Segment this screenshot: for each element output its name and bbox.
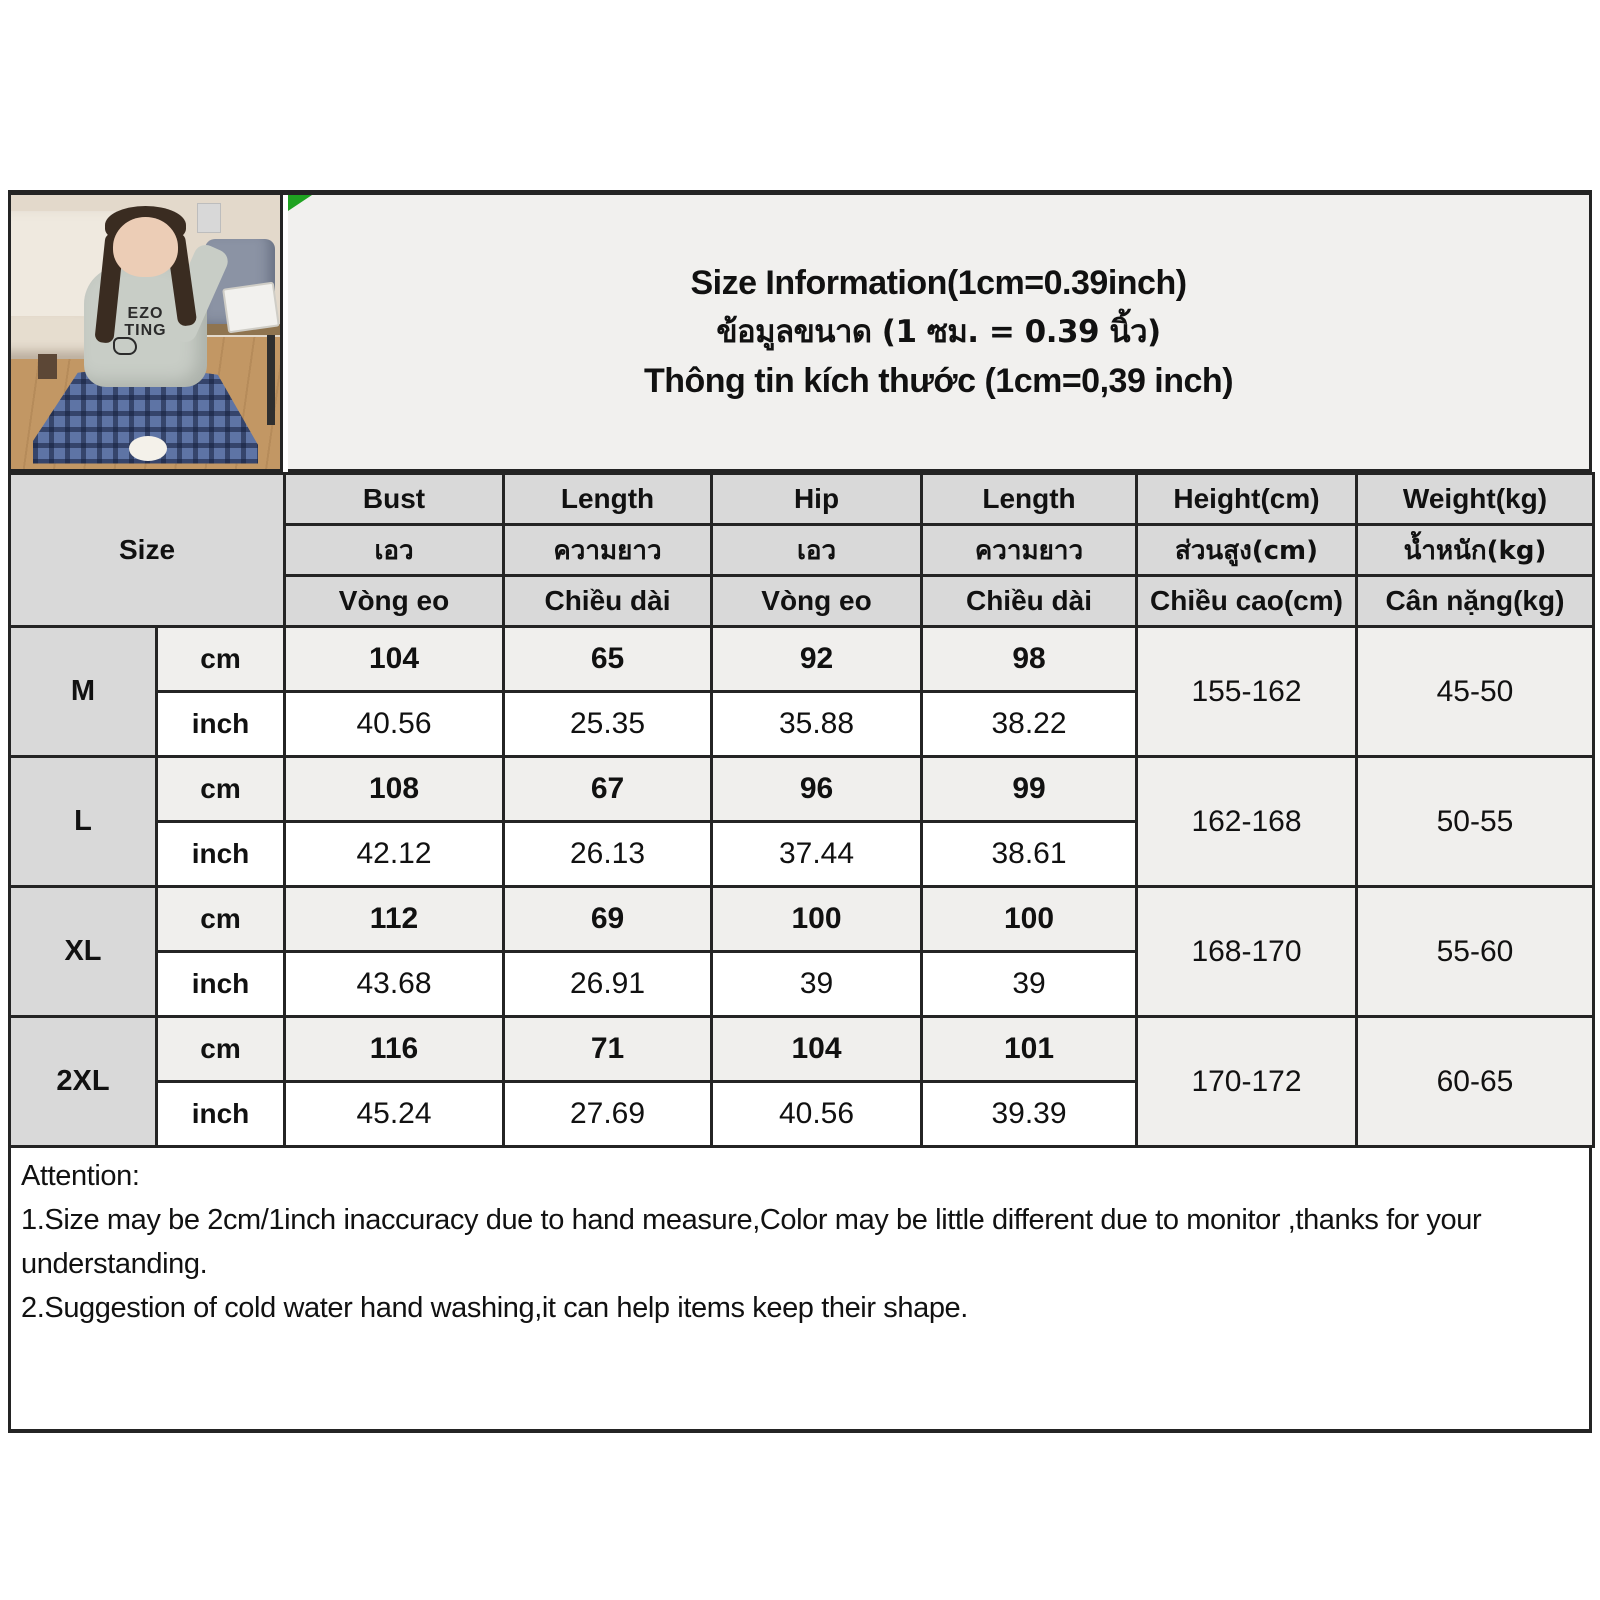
col-header-length-vi: Chiều dài <box>504 576 712 627</box>
unit-inch: inch <box>157 692 285 757</box>
row-2xl-cm <box>10 1017 1594 1082</box>
photo-wall-switch <box>197 203 221 232</box>
product-photo <box>8 195 283 472</box>
cell-l-bust-inch: 42.12 <box>285 822 504 887</box>
cell-2xl-length2-inch: 39.39 <box>922 1082 1137 1147</box>
col-header-length2-th: ความยาว <box>922 525 1137 576</box>
cell-2xl-bust-inch: 45.24 <box>285 1082 504 1147</box>
cell-l-bust-cm: 108 <box>285 757 504 822</box>
cell-l-hip-cm: 96 <box>712 757 922 822</box>
cell-xl-weight: 55-60 <box>1357 887 1594 1017</box>
shirt-print-line2: TING <box>124 321 167 339</box>
cell-m-weight: 45-50 <box>1357 627 1594 757</box>
photo-shirt-bunny-graphic <box>113 337 137 355</box>
size-header-cell: Size <box>10 474 285 627</box>
cell-2xl-weight: 60-65 <box>1357 1017 1594 1147</box>
cell-m-length2-inch: 38.22 <box>922 692 1137 757</box>
cell-l-length-cm: 67 <box>504 757 712 822</box>
photo-model-sock <box>129 436 167 461</box>
cell-m-length2-cm: 98 <box>922 627 1137 692</box>
photo-desk-leg <box>267 335 275 425</box>
cell-m-hip-cm: 92 <box>712 627 922 692</box>
cell-m-hip-inch: 35.88 <box>712 692 922 757</box>
col-header-hip-th: เอว <box>712 525 922 576</box>
unit-cm: cm <box>157 627 285 692</box>
attention-line-2: 2.Suggestion of cold water hand washing,it can help items keep their shape. <box>21 1292 968 1324</box>
cell-l-length2-cm: 99 <box>922 757 1137 822</box>
cell-m-length-inch: 25.35 <box>504 692 712 757</box>
cell-xl-bust-cm: 112 <box>285 887 504 952</box>
cell-m-bust-inch: 40.56 <box>285 692 504 757</box>
title-thai: ข้อมูลขนาด (1 ซม. = 0.39 นิ้ว) <box>716 313 1161 350</box>
col-header-hip-en: Hip <box>712 474 922 525</box>
unit-inch: inch <box>157 952 285 1017</box>
cell-m-bust-cm: 104 <box>285 627 504 692</box>
title-english: Size Information(1cm=0.39inch) <box>690 263 1187 302</box>
col-header-height-th: ส่วนสูง(cm) <box>1137 525 1357 576</box>
size-label-m: M <box>10 627 157 757</box>
attention-title: Attention: <box>21 1160 140 1192</box>
cell-m-length-cm: 65 <box>504 627 712 692</box>
shirt-print-line1: EZO <box>127 304 164 322</box>
cell-2xl-length2-cm: 101 <box>922 1017 1137 1082</box>
cell-l-height: 162-168 <box>1137 757 1357 887</box>
col-header-length2-en: Length <box>922 474 1137 525</box>
top-band <box>8 190 1592 472</box>
col-header-length2-vi: Chiều dài <box>922 576 1137 627</box>
row-xl-cm <box>10 887 1594 952</box>
col-header-height-vi: Chiều cao(cm) <box>1137 576 1357 627</box>
cell-xl-length-inch: 26.91 <box>504 952 712 1017</box>
cell-2xl-bust-cm: 116 <box>285 1017 504 1082</box>
photo-bed-leg <box>38 354 57 379</box>
photo-shirt-print <box>100 305 191 339</box>
attention-notes <box>8 1148 1592 1433</box>
cell-xl-bust-inch: 43.68 <box>285 952 504 1017</box>
size-label-xl: XL <box>10 887 157 1017</box>
unit-cm: cm <box>157 1017 285 1082</box>
cell-2xl-length-inch: 27.69 <box>504 1082 712 1147</box>
size-table <box>8 472 1595 1148</box>
col-header-bust-en: Bust <box>285 474 504 525</box>
col-header-weight-vi: Cân nặng(kg) <box>1357 576 1594 627</box>
cell-xl-length2-inch: 39 <box>922 952 1137 1017</box>
cell-xl-hip-inch: 39 <box>712 952 922 1017</box>
cell-l-hip-inch: 37.44 <box>712 822 922 887</box>
title-box <box>288 195 1592 472</box>
cell-l-length-inch: 26.13 <box>504 822 712 887</box>
col-header-bust-vi: Vòng eo <box>285 576 504 627</box>
cell-2xl-length-cm: 71 <box>504 1017 712 1082</box>
header-row-english <box>10 474 1594 525</box>
cell-2xl-hip-inch: 40.56 <box>712 1082 922 1147</box>
cell-xl-hip-cm: 100 <box>712 887 922 952</box>
cell-l-weight: 50-55 <box>1357 757 1594 887</box>
row-l-cm <box>10 757 1594 822</box>
photo-laptop <box>222 282 280 334</box>
size-label-2xl: 2XL <box>10 1017 157 1147</box>
title-vietnamese: Thông tin kích thước (1cm=0,39 inch) <box>643 361 1234 400</box>
row-m-cm <box>10 627 1594 692</box>
unit-inch: inch <box>157 1082 285 1147</box>
col-header-hip-vi: Vòng eo <box>712 576 922 627</box>
size-label-l: L <box>10 757 157 887</box>
unit-cm: cm <box>157 887 285 952</box>
green-corner-marker <box>288 195 312 211</box>
unit-cm: cm <box>157 757 285 822</box>
cell-2xl-height: 170-172 <box>1137 1017 1357 1147</box>
cell-xl-height: 168-170 <box>1137 887 1357 1017</box>
col-header-length-en: Length <box>504 474 712 525</box>
attention-line-1: 1.Size may be 2cm/1inch inaccuracy due to hand measure,Color may be little different due to monitor ,thanks for your understanding. <box>21 1204 1482 1280</box>
cell-m-height: 155-162 <box>1137 627 1357 757</box>
cell-l-length2-inch: 38.61 <box>922 822 1137 887</box>
cell-xl-length-cm: 69 <box>504 887 712 952</box>
content-frame <box>8 190 1592 1433</box>
photo-model-face <box>113 217 178 277</box>
cell-xl-length2-cm: 100 <box>922 887 1137 952</box>
col-header-length-th: ความยาว <box>504 525 712 576</box>
cell-2xl-hip-cm: 104 <box>712 1017 922 1082</box>
col-header-bust-th: เอว <box>285 525 504 576</box>
col-header-height-en: Height(cm) <box>1137 474 1357 525</box>
unit-inch: inch <box>157 822 285 887</box>
col-header-weight-en: Weight(kg) <box>1357 474 1594 525</box>
col-header-weight-th: น้ำหนัก(kg) <box>1357 525 1594 576</box>
